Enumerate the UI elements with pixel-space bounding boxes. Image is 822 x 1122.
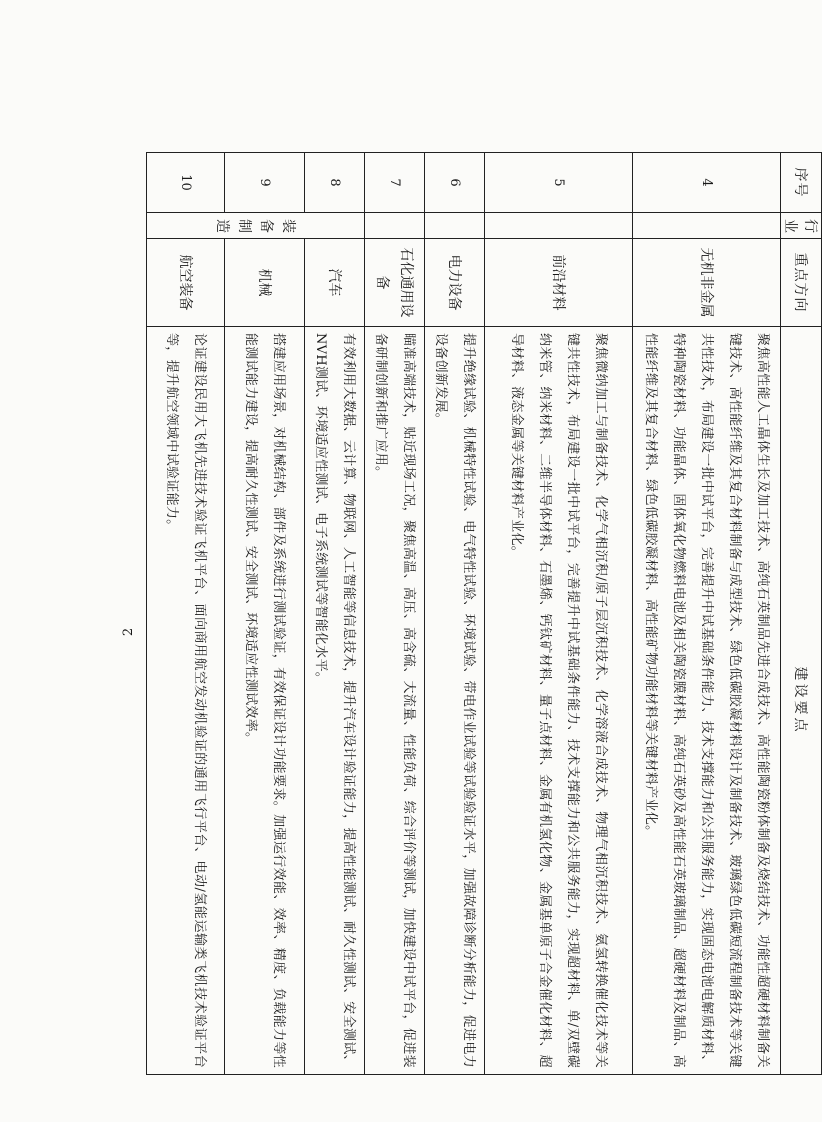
row-num: 5 bbox=[485, 153, 633, 213]
industry-cell: 装备制造 bbox=[147, 213, 365, 239]
industry-cell-empty bbox=[485, 213, 633, 239]
row-direction: 石化通用设备 bbox=[365, 239, 425, 327]
row-num: 7 bbox=[365, 153, 425, 213]
row-description: 搭建应用场景，对机械结构、部件及系统进行测试验证，有效保证设计功能要求。加强运行效能、效率、精度、负载能力等性能测试能力建设，提高耐久性测试、安全测试、环境适应性测试效率。 bbox=[225, 327, 305, 1075]
industry-cell-empty bbox=[633, 213, 781, 239]
row-description: 聚焦高性能人工晶体生长及加工技术、高纯石英制品先进合成技术、高性能陶瓷粉体制备及烧结技术、功能性超硬材料制备关键技术、高性能纤维及其复合材料制备与成型技术、绿色低碳胶凝材料设计及制备技术、玻璃绿色低碳短流程制备技术等关键共性技术，布局建设一批中试平台，完善提升中试基础条件能力、技术支撑能力和公共服务能力，实现固态电池电解质材料、特种陶瓷材料、功能晶体、固体氧化物燃料电池及相关陶瓷膜材料、高纯石英砂及高性能石英玻璃制品、超硬材料及制品、高性能纤维及其复合材料、绿色低碳胶凝材料、高性能矿物功能材料等关键材料产业化。 bbox=[633, 327, 781, 1075]
table-row bbox=[225, 153, 305, 1075]
row-direction: 航空装备 bbox=[147, 239, 225, 327]
row-num: 6 bbox=[425, 153, 485, 213]
row-num: 4 bbox=[633, 153, 781, 213]
row-direction: 机械 bbox=[225, 239, 305, 327]
row-num: 10 bbox=[147, 153, 225, 213]
row-direction: 汽车 bbox=[305, 239, 365, 327]
header-description: 建设要点 bbox=[781, 327, 822, 1075]
page-number: 2 bbox=[121, 627, 136, 637]
row-direction: 前沿材料 bbox=[485, 239, 633, 327]
industry-cell-empty bbox=[425, 213, 485, 239]
header-industry: 行业 bbox=[781, 213, 822, 239]
row-description: 聚焦微纳加工与制备技术、化学气相沉积/原子层沉积技术、化学溶液合成技术、物理气相沉积技术、氨氢转换催化技术等关键共性技术，布局建设一批中试平台，完善提升中试基础条件能力、技术支撑能力和公共服务能力，实现超材料、单/双壁碳纳米管、纳米材料、二维半导体材料、石墨烯、钙钛矿材料、量子点材料、金属有机氢化物、金属基单原子合金催化材料、超导材料、液态金属等关键材料产业化。 bbox=[485, 327, 633, 1075]
row-direction: 电力设备 bbox=[425, 239, 485, 327]
row-description: 论证建设民用大飞机先进技术验证飞机平台、面向商用航空发动机验证的通用飞行平台、电动/氢能运输类飞机技术验证平台等，提升航空领域中试验证能力。 bbox=[147, 327, 225, 1075]
header-num: 序号 bbox=[781, 153, 822, 213]
row-num: 8 bbox=[305, 153, 365, 213]
table-row bbox=[365, 153, 425, 1075]
table-row bbox=[485, 153, 633, 1075]
construction-points-table bbox=[146, 152, 822, 1075]
industry-cell-empty bbox=[365, 213, 425, 239]
row-description: 瞄准高端技术，贴近现场工况，聚焦高温、高压、高含硫、大流量、性能负荷、综合评价等测试，加快建设中试平台，促进装备研制创新和推广应用。 bbox=[365, 327, 425, 1075]
table-row bbox=[633, 153, 781, 1075]
table-row bbox=[147, 153, 225, 1075]
row-direction: 无机非金属 bbox=[633, 239, 781, 327]
row-description: 提升绝缘试验、机械特性试验、电气特性试验、环境试验、带电作业试验等试验验证水平，加强故障诊断分析能力，促进电力设备创新发展。 bbox=[425, 327, 485, 1075]
rotated-page bbox=[102, 152, 822, 1074]
table-header-row bbox=[781, 153, 822, 1075]
row-num: 9 bbox=[225, 153, 305, 213]
table-row bbox=[305, 153, 365, 1075]
table-row bbox=[425, 153, 485, 1075]
row-description: 有效利用大数据、云计算、物联网、人工智能等信息技术，提升汽车设计验证能力，提高性能测试、耐久性测试、安全测试、NVH测试、环境适应性测试、电子系统测试等智能化水平。 bbox=[305, 327, 365, 1075]
header-direction: 重点方向 bbox=[781, 239, 822, 327]
